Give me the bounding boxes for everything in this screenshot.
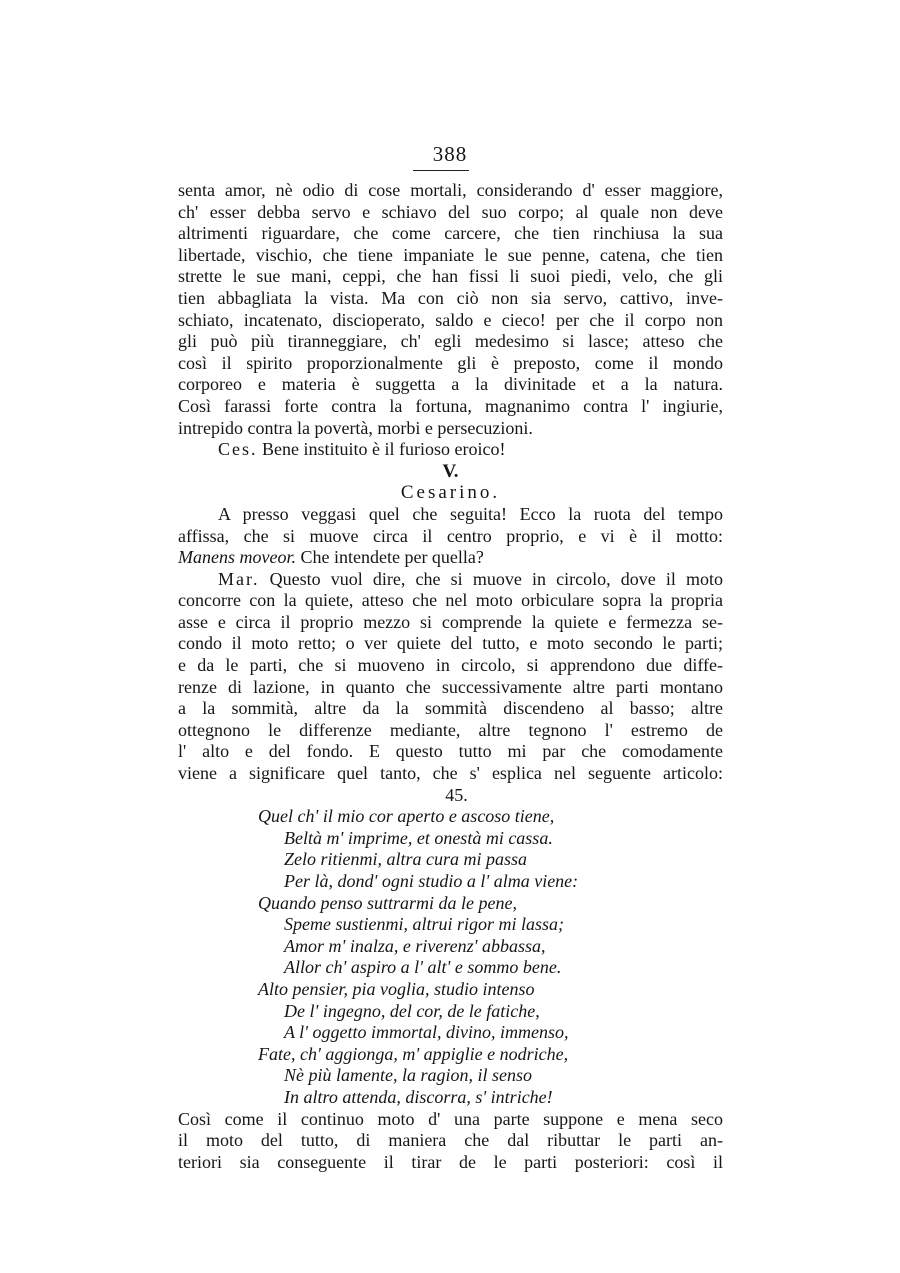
text-line: A presso veggasi quel che seguita! Ecco la ruota del tempo <box>218 503 723 524</box>
text-line: senta amor, nè odio di cose mortali, considerando d' esser maggiore, <box>178 180 723 200</box>
text-line: ch' esser debba servo e schiavo del suo corpo; al quale non deve <box>178 201 723 222</box>
text-line: Così farassi forte contra la fortuna, magnanimo contra l' ingiurie, <box>178 395 723 416</box>
verse-line: Fate, ch' aggionga, m' appiglie e nodriche, <box>258 1043 569 1064</box>
header-rule <box>413 170 469 171</box>
text-line: libertade, vischio, che tiene impaniate le sue penne, catena, che tien <box>178 244 723 265</box>
text-line: schiato, incatenato, discioperato, saldo e cieco! per che il corpo non <box>178 309 723 330</box>
text-line: intrepido contra la povertà, morbi e persecuzioni. <box>178 417 533 438</box>
text-line: il moto del tutto, di maniera che dal ributtar le parti an- <box>178 1130 723 1151</box>
section-numeral: V. <box>442 460 459 482</box>
verse-line: Speme sustienmi, altrui rigor mi lassa; <box>284 914 565 935</box>
text-line: gli può più tiranneggiare, ch' egli medesimo si lasce; atteso che <box>178 331 723 352</box>
verse-line: Nè più lamente, la ragion, il senso <box>284 1065 532 1086</box>
speaker-line-ces <box>178 439 723 461</box>
verse-line: Quel ch' il mio cor aperto e ascoso tiene, <box>258 806 555 827</box>
text-line: viene a significare quel tanto, che s' esplica nel seguente articolo: <box>178 763 723 784</box>
verse-line: Amor m' inalza, e riverenz' abbassa, <box>284 935 546 956</box>
speech-text: Questo vuol dire, che si muove in circolo, dove il moto <box>269 568 723 589</box>
text-line: asse e circa il proprio mezzo si comprende la quiete e fermezza se- <box>178 611 723 632</box>
motto-question: Che intendete per quella? <box>300 547 484 568</box>
text-line: a la sommità, altre da la sommità discendeno al basso; altre <box>178 698 723 719</box>
speaker-label: Ces. <box>218 439 258 460</box>
verse-line: Beltà m' imprime, et onestà mi cassa. <box>284 827 553 848</box>
verse-line: Allor ch' aspiro a l' alt' e sommo bene. <box>284 957 562 978</box>
text-line: l' alto e del fondo. E questo tutto mi par che comodamente <box>178 741 723 762</box>
text-line: strette le sue mani, ceppi, che han fissi li suoi piedi, velo, che gli <box>178 266 723 287</box>
speech-text: Bene instituito è il furioso eroico! <box>262 439 506 460</box>
text-line: e da le parti, che si muoveno in circolo, si apprendono due diffe- <box>178 655 723 676</box>
speaker-line-mar <box>178 569 723 591</box>
verse-line: De l' ingegno, del cor, de le fatiche, <box>284 1000 540 1021</box>
verse-line: A l' oggetto immortal, divino, immenso, <box>284 1022 569 1043</box>
text-line: teriori sia conseguente il tirar de le parti posteriori: così il <box>178 1151 723 1172</box>
text-line: corporeo e materia è suggetta a la divinitade et a la natura. <box>178 374 723 395</box>
page-number: 388 <box>432 142 468 166</box>
text-line: Così come il continuo moto d' una parte suppone e mena seco <box>178 1108 723 1129</box>
text-line: affissa, che si muove circa il centro proprio, e vi è il motto: <box>178 525 723 546</box>
text-line: concorre con la quiete, atteso che nel moto orbiculare sopra la propria <box>178 590 723 611</box>
text-line: così il spirito proporzionalmente gli è preposto, come il mondo <box>178 352 723 373</box>
verse-line: Per là, dond' ogni studio a l' alma viene: <box>284 871 579 891</box>
motto-line <box>178 547 723 569</box>
page-body <box>178 180 723 1173</box>
text-line: altrimenti riguardare, che come carcere, che tien rinchiusa la sua <box>178 223 723 244</box>
motto: Manens moveor. <box>178 547 296 568</box>
verse-line: In altro attenda, discorra, s' intriche! <box>284 1086 553 1107</box>
text-line: renze di lazione, in quanto che successivamente altre parti montano <box>178 676 723 697</box>
text-line: ottegnono le differenze mediante, altre tegnono l' estremo de <box>178 719 723 740</box>
section-speaker: Cesarino. <box>400 482 501 504</box>
article-number: 45. <box>445 784 468 805</box>
text-line: tien abbagliata la vista. Ma con ciò non sia servo, cattivo, inve- <box>178 287 723 308</box>
text-line: condo il moto retto; o ver quiete del tutto, e moto secondo le parti; <box>178 633 723 654</box>
verse-line: Quando penso suttrarmi da le pene, <box>258 892 517 913</box>
verse-line: Alto pensier, pia voglia, studio intenso <box>258 978 535 999</box>
verse-line: Zelo ritienmi, altra cura mi passa <box>284 849 528 870</box>
speaker-label: Mar. <box>218 568 260 589</box>
